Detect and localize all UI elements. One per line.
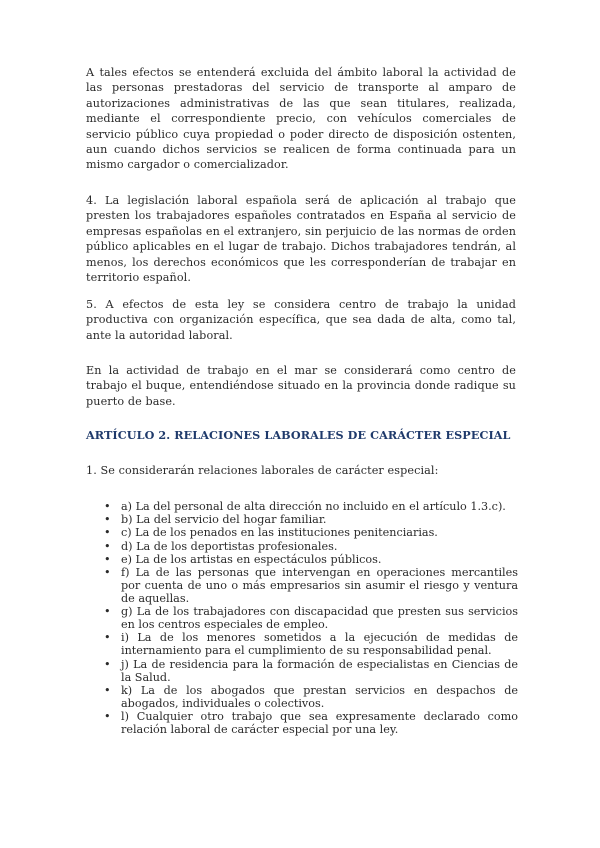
list-item bbox=[104, 513, 518, 526]
bullet-icon: • bbox=[104, 552, 111, 566]
list-item-text: f) La de las personas que intervengan en operaciones mercantiles por cuenta de uno o más empresarios sin asumir el riesgo y ventura de aquellas. bbox=[121, 565, 518, 605]
bullet-icon: • bbox=[104, 513, 111, 527]
list-item-text: l) Cualquier otro trabajo que sea expresamente declarado como relación laboral de carácter especial por una ley. bbox=[121, 709, 518, 736]
bullet-icon: • bbox=[104, 631, 111, 645]
list-item bbox=[104, 553, 518, 566]
bullet-icon: • bbox=[104, 657, 111, 671]
list-item-text: d) La de los deportistas profesionales. bbox=[121, 539, 338, 553]
list-item-text: k) La de los abogados que prestan servicios en despachos de abogados, individuales o colectivos. bbox=[121, 683, 518, 710]
paragraph-sea-work-center: En la actividad de trabajo en el mar se considerará como centro de trabajo el buque, entendiéndose situado en la provincia donde radique su puerto de base. bbox=[86, 364, 516, 408]
list-item bbox=[104, 566, 518, 605]
bullet-icon: • bbox=[104, 683, 111, 697]
bullet-icon: • bbox=[104, 709, 111, 723]
bullet-icon: • bbox=[104, 526, 111, 540]
list-item bbox=[104, 500, 518, 513]
list-item bbox=[104, 710, 518, 736]
list-item bbox=[104, 605, 518, 631]
list-item-text: a) La del personal de alta dirección no incluido en el artículo 1.3.c). bbox=[121, 500, 506, 513]
list-item-text: c) La de los penados en las instituciones penitenciarias. bbox=[121, 526, 438, 540]
paragraph-transport-exclusion: A tales efectos se entenderá excluida del ámbito laboral la actividad de las personas prestadoras del servicio de transporte al amparo de autorizaciones administrativas de las que sean titulares, realizada, mediante el correspondiente precio, con vehículos comerciales de servicio público cuya propiedad o poder directo de disposición ostenten, aun cuando dichos servicios se realicen de forma continuada para un mismo cargador o comercializador. bbox=[86, 66, 516, 172]
list-item bbox=[104, 526, 518, 539]
list-item bbox=[104, 540, 518, 553]
list-item bbox=[104, 684, 518, 710]
list-item bbox=[104, 631, 518, 657]
bullet-icon: • bbox=[104, 565, 111, 579]
list-item-text: j) La de residencia para la formación de especialistas en Ciencias de la Salud. bbox=[121, 657, 518, 684]
paragraph-5-work-center: 5. A efectos de esta ley se considera centro de trabajo la unidad productiva con organización específica, que sea dada de alta, como tal, ante la autoridad laboral. bbox=[86, 298, 516, 342]
article-2-heading: ARTÍCULO 2. RELACIONES LABORALES DE CARÁCTER ESPECIAL bbox=[86, 428, 511, 442]
bullet-icon: • bbox=[104, 605, 111, 619]
list-item-text: e) La de los artistas en espectáculos públicos. bbox=[121, 552, 382, 566]
special-relations-list bbox=[104, 500, 518, 736]
paragraph-4-spanish-law-abroad: 4. La legislación laboral española será de aplicación al trabajo que presten los trabajadores españoles contratados en España al servicio de empresas españolas en el extranjero, sin perjuicio de las normas de orden público aplicables en el lugar de trabajo. Dichos trabajadores tendrán, al menos, los derechos económicos que les corresponderían de trabajar en territorio español. bbox=[86, 194, 516, 285]
list-item-text: g) La de los trabajadores con discapacidad que presten sus servicios en los centros especiales de empleo. bbox=[121, 605, 518, 632]
list-item-text: i) La de los menores sometidos a la ejecución de medidas de internamiento para el cumplimiento de su responsabilidad penal. bbox=[121, 631, 518, 658]
article-2-intro: 1. Se considerarán relaciones laborales de carácter especial: bbox=[86, 464, 439, 477]
bullet-icon: • bbox=[104, 500, 111, 513]
bullet-icon: • bbox=[104, 539, 111, 553]
list-item-text: b) La del servicio del hogar familiar. bbox=[121, 513, 327, 527]
list-item bbox=[104, 658, 518, 684]
